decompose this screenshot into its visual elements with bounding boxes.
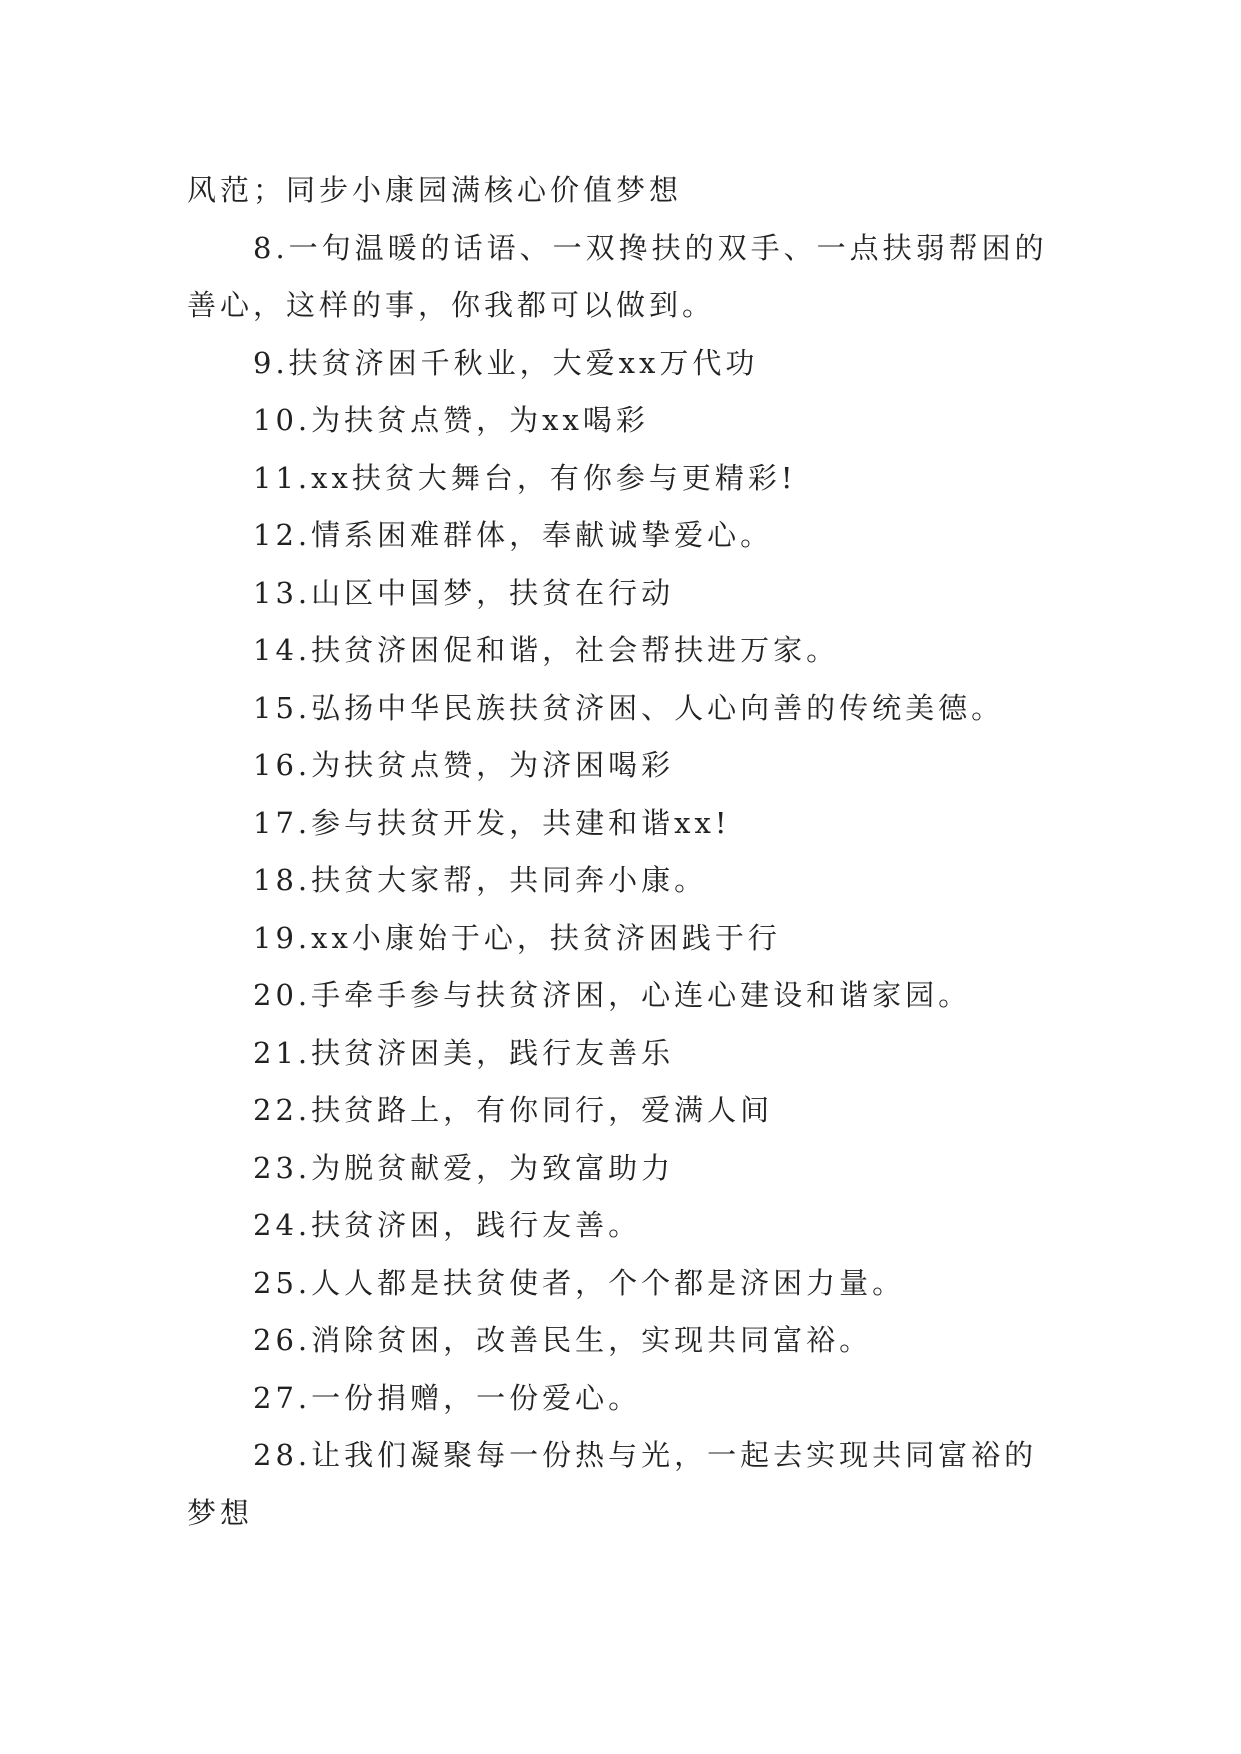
paragraph: 13.山区中国梦，扶贫在行动 xyxy=(253,575,675,610)
paragraph: 21.扶贫济困美，践行友善乐 xyxy=(253,1035,675,1070)
paragraph: 11.xx扶贫大舞台，有你参与更精彩! xyxy=(253,460,797,495)
paragraph: 10.为扶贫点赞，为xx喝彩 xyxy=(253,403,649,437)
paragraph: 19.xx小康始于心，扶贫济困践于行 xyxy=(253,920,781,955)
document-page xyxy=(187,162,1057,1542)
paragraph: 17.参与扶贫开发，共建和谐xx! xyxy=(253,805,731,840)
paragraph: 23.为脱贫献爱，为致富助力 xyxy=(253,1150,675,1185)
paragraph: 风范；同步小康园满核心价值梦想 xyxy=(187,173,683,207)
paragraph: 16.为扶贫点赞，为济困喝彩 xyxy=(253,748,675,782)
paragraph: 14.扶贫济困促和谐，社会帮扶进万家。 xyxy=(253,633,840,667)
paragraph: 25.人人都是扶贫使者，个个都是济困力量。 xyxy=(253,1265,906,1300)
paragraph: 9.扶贫济困千秋业，大爱xx万代功 xyxy=(253,345,759,380)
paragraph: 8.一句温暖的话语、一双搀扶的双手、一点扶弱帮困的善心，这样的事，你我都可以做到。 xyxy=(187,230,1048,322)
paragraph: 28.让我们凝聚每一份热与光，一起去实现共同富裕的梦想 xyxy=(187,1438,1038,1530)
paragraph: 24.扶贫济困，践行友善。 xyxy=(253,1208,642,1242)
paragraph: 22.扶贫路上，有你同行，爱满人间 xyxy=(253,1093,774,1127)
paragraph: 26.消除贫困，改善民生，实现共同富裕。 xyxy=(253,1323,873,1357)
paragraph: 20.手牵手参与扶贫济困，心连心建设和谐家园。 xyxy=(253,978,972,1012)
paragraph: 18.扶贫大家帮，共同奔小康。 xyxy=(253,863,708,897)
paragraph: 15.弘扬中华民族扶贫济困、人心向善的传统美德。 xyxy=(253,690,1005,725)
paragraph: 12.情系困难群体，奉献诚挚爱心。 xyxy=(253,518,774,552)
paragraph: 27.一份捐赠，一份爱心。 xyxy=(253,1380,642,1415)
